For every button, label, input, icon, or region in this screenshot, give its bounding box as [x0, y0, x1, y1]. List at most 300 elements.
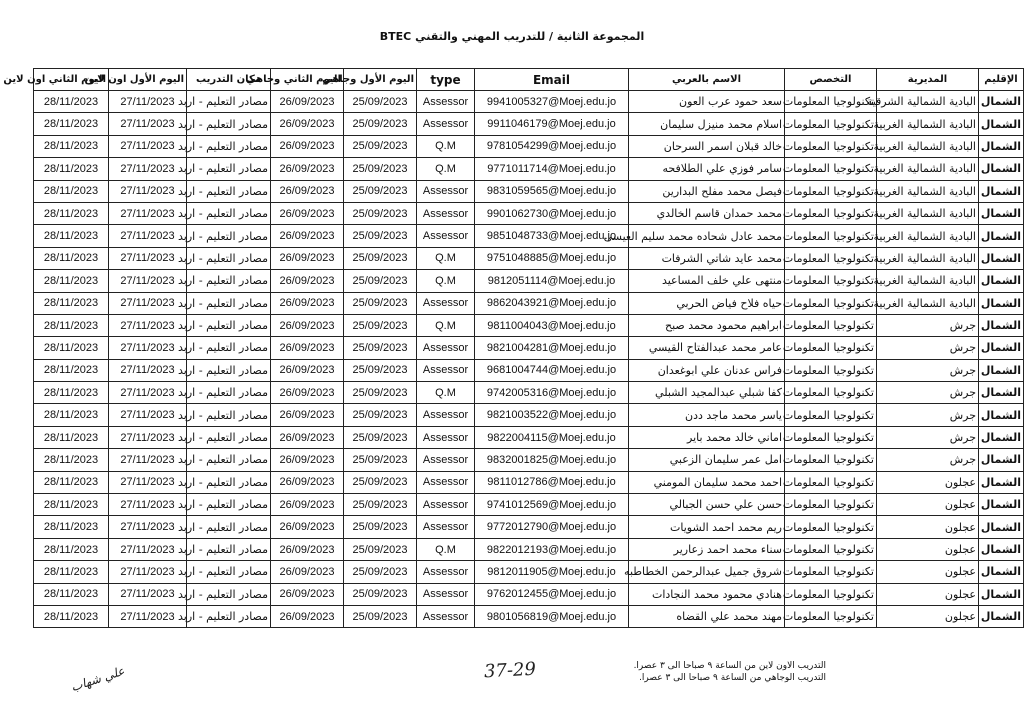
header-email: Email — [475, 69, 629, 91]
cell-name: اسلام محمد منيزل سليمان — [629, 113, 785, 135]
cell-directorate: جرش — [877, 404, 979, 426]
cell-name: منتهى علي خلف المساعيد — [629, 270, 785, 292]
cell-specialization: تكنولوجيا المعلومات — [785, 382, 877, 404]
table-row — [34, 247, 1024, 269]
cell-email: 9812011905@Moej.edu.jo — [475, 561, 629, 583]
cell-region: الشمال — [979, 91, 1024, 113]
table-row — [34, 180, 1024, 202]
cell-email: 9821003522@Moej.edu.jo — [475, 404, 629, 426]
cell-region: الشمال — [979, 426, 1024, 448]
cell-name: محمد عايد شاتي الشرفات — [629, 247, 785, 269]
cell-day2-online: 28/11/2023 — [34, 471, 109, 493]
signature: علي شهاب — [69, 663, 127, 695]
cell-type: Assessor — [417, 359, 475, 381]
cell-day2-inperson: 26/09/2023 — [271, 404, 344, 426]
cell-type: Assessor — [417, 91, 475, 113]
cell-email: 9811012786@Moej.edu.jo — [475, 471, 629, 493]
table-row — [34, 158, 1024, 180]
cell-day1-online: 27/11/2023 — [109, 404, 187, 426]
cell-type: Q.M — [417, 158, 475, 180]
table-row — [34, 382, 1024, 404]
cell-day2-online: 28/11/2023 — [34, 359, 109, 381]
cell-type: Assessor — [417, 449, 475, 471]
cell-specialization: تكنولوجيا المعلومات — [785, 270, 877, 292]
cell-training-place: مصادر التعليم - اربد — [187, 135, 271, 157]
cell-region: الشمال — [979, 516, 1024, 538]
cell-name: ريم محمد احمد الشويات — [629, 516, 785, 538]
cell-name: شروق جميل عبدالرحمن الخطاطبه — [629, 561, 785, 583]
cell-day1-online: 27/11/2023 — [109, 180, 187, 202]
cell-day1-online: 27/11/2023 — [109, 583, 187, 605]
cell-directorate: جرش — [877, 359, 979, 381]
cell-name: فراس عدنان علي ابوغعدان — [629, 359, 785, 381]
cell-training-place: مصادر التعليم - اربد — [187, 270, 271, 292]
cell-specialization: تكنولوجيا المعلومات — [785, 359, 877, 381]
table-row — [34, 113, 1024, 135]
header-day1-online: اليوم الأول اون لاين — [109, 69, 187, 91]
cell-name: محمد حمدان قاسم الخالدي — [629, 202, 785, 224]
cell-region: الشمال — [979, 404, 1024, 426]
cell-day2-inperson: 26/09/2023 — [271, 225, 344, 247]
cell-training-place: مصادر التعليم - اربد — [187, 158, 271, 180]
cell-name: حسن علي حسن الجبالي — [629, 494, 785, 516]
cell-day2-online: 28/11/2023 — [34, 561, 109, 583]
cell-type: Assessor — [417, 337, 475, 359]
table-row — [34, 605, 1024, 627]
table-row — [34, 426, 1024, 448]
cell-day1-online: 27/11/2023 — [109, 494, 187, 516]
cell-training-place: مصادر التعليم - اربد — [187, 538, 271, 560]
table-row — [34, 314, 1024, 336]
cell-email: 9911046179@Moej.edu.jo — [475, 113, 629, 135]
cell-specialization: تكنولوجيا المعلومات — [785, 449, 877, 471]
cell-day2-inperson: 26/09/2023 — [271, 91, 344, 113]
cell-training-place: مصادر التعليم - اربد — [187, 471, 271, 493]
cell-directorate: البادية الشمالية الغربية — [877, 292, 979, 314]
cell-day2-inperson: 26/09/2023 — [271, 382, 344, 404]
cell-day1-inperson: 25/09/2023 — [344, 113, 417, 135]
cell-directorate: عجلون — [877, 494, 979, 516]
cell-region: الشمال — [979, 382, 1024, 404]
cell-specialization: تكنولوجيا المعلومات — [785, 247, 877, 269]
cell-day2-online: 28/11/2023 — [34, 404, 109, 426]
header-day2-online: اليوم الثاني اون لاين — [34, 69, 109, 91]
cell-day2-inperson: 26/09/2023 — [271, 180, 344, 202]
cell-specialization: تكنولوجيا المعلومات — [785, 202, 877, 224]
cell-type: Assessor — [417, 225, 475, 247]
cell-name: فيصل محمد مفلح البدارين — [629, 180, 785, 202]
cell-directorate: عجلون — [877, 561, 979, 583]
cell-directorate: البادية الشمالية الغربية — [877, 135, 979, 157]
cell-type: Assessor — [417, 113, 475, 135]
cell-email: 9821004281@Moej.edu.jo — [475, 337, 629, 359]
trainees-table — [3, 68, 1024, 628]
cell-region: الشمال — [979, 247, 1024, 269]
cell-day1-online: 27/11/2023 — [109, 270, 187, 292]
cell-region: الشمال — [979, 113, 1024, 135]
table-row — [34, 561, 1024, 583]
cell-region: الشمال — [979, 180, 1024, 202]
cell-day2-online: 28/11/2023 — [34, 180, 109, 202]
cell-day1-inperson: 25/09/2023 — [344, 494, 417, 516]
cell-day1-inperson: 25/09/2023 — [344, 202, 417, 224]
cell-day1-inperson: 25/09/2023 — [344, 605, 417, 627]
cell-type: Assessor — [417, 516, 475, 538]
cell-training-place: مصادر التعليم - اربد — [187, 180, 271, 202]
cell-specialization: تكنولوجيا المعلومات — [785, 113, 877, 135]
note-online: التدريب الاون لاين من الساعة ٩ صباحا الى ٣ عصرا. — [633, 661, 826, 671]
cell-day2-online: 28/11/2023 — [34, 605, 109, 627]
cell-day2-online: 28/11/2023 — [34, 494, 109, 516]
cell-specialization: تكنولوجيا المعلومات — [785, 538, 877, 560]
cell-email: 9772012790@Moej.edu.jo — [475, 516, 629, 538]
cell-region: الشمال — [979, 314, 1024, 336]
cell-day1-online: 27/11/2023 — [109, 314, 187, 336]
table-row — [34, 516, 1024, 538]
cell-day1-online: 27/11/2023 — [109, 359, 187, 381]
cell-name: ياسر محمد ماجد ددن — [629, 404, 785, 426]
cell-training-place: مصادر التعليم - اربد — [187, 426, 271, 448]
cell-day2-online: 28/11/2023 — [34, 382, 109, 404]
header-training-place: مكان التدريب — [187, 69, 271, 91]
cell-type: Assessor — [417, 404, 475, 426]
cell-name: هنادي محمود محمد النجادات — [629, 583, 785, 605]
cell-day1-inperson: 25/09/2023 — [344, 538, 417, 560]
cell-day2-inperson: 26/09/2023 — [271, 337, 344, 359]
cell-email: 9801056819@Moej.edu.jo — [475, 605, 629, 627]
cell-email: 9751048885@Moej.edu.jo — [475, 247, 629, 269]
cell-day2-inperson: 26/09/2023 — [271, 583, 344, 605]
page-range: 37-29 — [483, 658, 537, 683]
cell-directorate: البادية الشمالية الشرقية — [877, 91, 979, 113]
cell-training-place: مصادر التعليم - اربد — [187, 605, 271, 627]
cell-specialization: تكنولوجيا المعلومات — [785, 225, 877, 247]
cell-day1-inperson: 25/09/2023 — [344, 449, 417, 471]
cell-directorate: عجلون — [877, 538, 979, 560]
cell-training-place: مصادر التعليم - اربد — [187, 359, 271, 381]
cell-day1-online: 27/11/2023 — [109, 449, 187, 471]
cell-region: الشمال — [979, 561, 1024, 583]
cell-type: Q.M — [417, 247, 475, 269]
cell-name: احمد محمد سليمان المومني — [629, 471, 785, 493]
cell-training-place: مصادر التعليم - اربد — [187, 314, 271, 336]
cell-specialization: تكنولوجيا المعلومات — [785, 135, 877, 157]
cell-region: الشمال — [979, 292, 1024, 314]
cell-type: Q.M — [417, 538, 475, 560]
cell-day1-online: 27/11/2023 — [109, 382, 187, 404]
cell-day2-online: 28/11/2023 — [34, 202, 109, 224]
cell-email: 9812051114@Moej.edu.jo — [475, 270, 629, 292]
cell-day2-inperson: 26/09/2023 — [271, 605, 344, 627]
cell-directorate: البادية الشمالية الغربية — [877, 225, 979, 247]
cell-specialization: تكنولوجيا المعلومات — [785, 337, 877, 359]
cell-day1-online: 27/11/2023 — [109, 426, 187, 448]
cell-email: 9771011714@Moej.edu.jo — [475, 158, 629, 180]
document-title: المجموعة الثانية / للتدريب المهني والتقني BTEC — [379, 30, 645, 43]
cell-day2-online: 28/11/2023 — [34, 314, 109, 336]
cell-day2-online: 28/11/2023 — [34, 337, 109, 359]
cell-directorate: عجلون — [877, 516, 979, 538]
cell-type: Q.M — [417, 314, 475, 336]
cell-type: Assessor — [417, 471, 475, 493]
cell-day1-online: 27/11/2023 — [109, 471, 187, 493]
cell-day2-online: 28/11/2023 — [34, 225, 109, 247]
cell-name: عامر محمد عبدالفتاح القيسي — [629, 337, 785, 359]
cell-day1-online: 27/11/2023 — [109, 605, 187, 627]
cell-day2-inperson: 26/09/2023 — [271, 426, 344, 448]
header-day2-inperson: اليوم الثاني وجاهي — [271, 69, 344, 91]
cell-day2-online: 28/11/2023 — [34, 135, 109, 157]
cell-name: كفا شبلي عبدالمجيد الشبلي — [629, 382, 785, 404]
cell-region: الشمال — [979, 135, 1024, 157]
cell-email: 9822012193@Moej.edu.jo — [475, 538, 629, 560]
cell-name: خالد قبلان اسمر السرحان — [629, 135, 785, 157]
cell-email: 9741012569@Moej.edu.jo — [475, 494, 629, 516]
cell-directorate: البادية الشمالية الغربية — [877, 180, 979, 202]
header-region: الإقليم — [979, 69, 1024, 91]
cell-specialization: تكنولوجيا المعلومات — [785, 292, 877, 314]
cell-day2-online: 28/11/2023 — [34, 538, 109, 560]
cell-day2-online: 28/11/2023 — [34, 292, 109, 314]
cell-training-place: مصادر التعليم - اربد — [187, 113, 271, 135]
cell-day1-online: 27/11/2023 — [109, 247, 187, 269]
table-row — [34, 337, 1024, 359]
cell-day2-inperson: 26/09/2023 — [271, 135, 344, 157]
cell-specialization: تكنولوجيا المعلومات — [785, 314, 877, 336]
cell-name: سامر فوزي علي الطلافحه — [629, 158, 785, 180]
cell-day1-inperson: 25/09/2023 — [344, 359, 417, 381]
table-row — [34, 91, 1024, 113]
cell-specialization: تكنولوجيا المعلومات — [785, 91, 877, 113]
cell-training-place: مصادر التعليم - اربد — [187, 583, 271, 605]
header-specialization: التخصص — [785, 69, 877, 91]
cell-day2-inperson: 26/09/2023 — [271, 359, 344, 381]
cell-email: 9762012455@Moej.edu.jo — [475, 583, 629, 605]
cell-region: الشمال — [979, 225, 1024, 247]
cell-training-place: مصادر التعليم - اربد — [187, 561, 271, 583]
cell-day1-online: 27/11/2023 — [109, 135, 187, 157]
cell-email: 9831059565@Moej.edu.jo — [475, 180, 629, 202]
cell-email: 9941005327@Moej.edu.jo — [475, 91, 629, 113]
cell-day1-inperson: 25/09/2023 — [344, 471, 417, 493]
cell-day2-inperson: 26/09/2023 — [271, 516, 344, 538]
cell-directorate: جرش — [877, 337, 979, 359]
cell-directorate: عجلون — [877, 583, 979, 605]
cell-type: Assessor — [417, 426, 475, 448]
cell-region: الشمال — [979, 337, 1024, 359]
cell-type: Assessor — [417, 583, 475, 605]
cell-region: الشمال — [979, 494, 1024, 516]
cell-day2-inperson: 26/09/2023 — [271, 538, 344, 560]
cell-region: الشمال — [979, 471, 1024, 493]
table-row — [34, 471, 1024, 493]
cell-day2-inperson: 26/09/2023 — [271, 292, 344, 314]
cell-type: Q.M — [417, 270, 475, 292]
cell-region: الشمال — [979, 270, 1024, 292]
cell-day1-inperson: 25/09/2023 — [344, 516, 417, 538]
cell-training-place: مصادر التعليم - اربد — [187, 91, 271, 113]
cell-day2-inperson: 26/09/2023 — [271, 561, 344, 583]
cell-training-place: مصادر التعليم - اربد — [187, 292, 271, 314]
table-row — [34, 404, 1024, 426]
cell-day2-online: 28/11/2023 — [34, 158, 109, 180]
cell-day2-inperson: 26/09/2023 — [271, 113, 344, 135]
cell-day2-online: 28/11/2023 — [34, 426, 109, 448]
cell-specialization: تكنولوجيا المعلومات — [785, 180, 877, 202]
cell-day1-inperson: 25/09/2023 — [344, 583, 417, 605]
cell-region: الشمال — [979, 359, 1024, 381]
cell-specialization: تكنولوجيا المعلومات — [785, 404, 877, 426]
cell-specialization: تكنولوجيا المعلومات — [785, 471, 877, 493]
cell-day2-inperson: 26/09/2023 — [271, 158, 344, 180]
table-row — [34, 225, 1024, 247]
cell-directorate: البادية الشمالية الغربية — [877, 270, 979, 292]
cell-name: سناء محمد احمد زعارير — [629, 538, 785, 560]
cell-day2-online: 28/11/2023 — [34, 91, 109, 113]
cell-day2-inperson: 26/09/2023 — [271, 247, 344, 269]
cell-region: الشمال — [979, 449, 1024, 471]
cell-day1-inperson: 25/09/2023 — [344, 135, 417, 157]
table-row — [34, 359, 1024, 381]
cell-day2-online: 28/11/2023 — [34, 516, 109, 538]
cell-specialization: تكنولوجيا المعلومات — [785, 561, 877, 583]
cell-day1-online: 27/11/2023 — [109, 225, 187, 247]
cell-day1-inperson: 25/09/2023 — [344, 292, 417, 314]
table-row — [34, 270, 1024, 292]
cell-day2-online: 28/11/2023 — [34, 247, 109, 269]
cell-specialization: تكنولوجيا المعلومات — [785, 583, 877, 605]
cell-training-place: مصادر التعليم - اربد — [187, 337, 271, 359]
table-row — [34, 202, 1024, 224]
cell-email: 9781054299@Moej.edu.jo — [475, 135, 629, 157]
cell-directorate: البادية الشمالية الغربية — [877, 158, 979, 180]
cell-day1-inperson: 25/09/2023 — [344, 404, 417, 426]
header-directorate: المديرية — [877, 69, 979, 91]
cell-email: 9901062730@Moej.edu.jo — [475, 202, 629, 224]
cell-day1-online: 27/11/2023 — [109, 91, 187, 113]
cell-training-place: مصادر التعليم - اربد — [187, 247, 271, 269]
cell-email: 9851048733@Moej.edu.jo — [475, 225, 629, 247]
cell-day2-online: 28/11/2023 — [34, 583, 109, 605]
cell-directorate: البادية الشمالية الغربية — [877, 247, 979, 269]
cell-training-place: مصادر التعليم - اربد — [187, 494, 271, 516]
header-arabic-name: الاسم بالعربي — [629, 69, 785, 91]
cell-specialization: تكنولوجيا المعلومات — [785, 426, 877, 448]
cell-day1-inperson: 25/09/2023 — [344, 314, 417, 336]
cell-type: Assessor — [417, 605, 475, 627]
cell-day1-online: 27/11/2023 — [109, 202, 187, 224]
cell-day1-inperson: 25/09/2023 — [344, 225, 417, 247]
cell-region: الشمال — [979, 605, 1024, 627]
table-row — [34, 494, 1024, 516]
cell-name: حياه فلاح فياض الحربي — [629, 292, 785, 314]
cell-day1-online: 27/11/2023 — [109, 158, 187, 180]
cell-day1-inperson: 25/09/2023 — [344, 337, 417, 359]
cell-day1-inperson: 25/09/2023 — [344, 247, 417, 269]
cell-name: اماني خالد محمد باير — [629, 426, 785, 448]
cell-day2-inperson: 26/09/2023 — [271, 270, 344, 292]
cell-region: الشمال — [979, 158, 1024, 180]
cell-name: مهند محمد علي القضاه — [629, 605, 785, 627]
cell-training-place: مصادر التعليم - اربد — [187, 516, 271, 538]
cell-type: Assessor — [417, 561, 475, 583]
table-header-row — [34, 69, 1024, 91]
cell-type: Q.M — [417, 135, 475, 157]
table-row — [34, 449, 1024, 471]
cell-email: 9832001825@Moej.edu.jo — [475, 449, 629, 471]
cell-day1-inperson: 25/09/2023 — [344, 180, 417, 202]
cell-specialization: تكنولوجيا المعلومات — [785, 516, 877, 538]
cell-directorate: جرش — [877, 449, 979, 471]
cell-directorate: البادية الشمالية الغربية — [877, 202, 979, 224]
cell-region: الشمال — [979, 202, 1024, 224]
cell-day1-online: 27/11/2023 — [109, 337, 187, 359]
cell-day1-inperson: 25/09/2023 — [344, 270, 417, 292]
cell-day1-inperson: 25/09/2023 — [344, 158, 417, 180]
cell-day1-online: 27/11/2023 — [109, 516, 187, 538]
cell-name: محمد عادل شحاده محمد سليم العيسى — [629, 225, 785, 247]
cell-specialization: تكنولوجيا المعلومات — [785, 605, 877, 627]
cell-type: Assessor — [417, 180, 475, 202]
cell-day2-online: 28/11/2023 — [34, 113, 109, 135]
header-type: type — [417, 69, 475, 91]
cell-training-place: مصادر التعليم - اربد — [187, 202, 271, 224]
footer-notes — [634, 660, 826, 684]
cell-training-place: مصادر التعليم - اربد — [187, 449, 271, 471]
cell-type: Assessor — [417, 292, 475, 314]
cell-day2-online: 28/11/2023 — [34, 270, 109, 292]
cell-region: الشمال — [979, 538, 1024, 560]
note-inperson: التدريب الوجاهي من الساعة ٩ صباحا الى ٣ عصرا. — [639, 673, 826, 683]
cell-training-place: مصادر التعليم - اربد — [187, 225, 271, 247]
cell-day1-online: 27/11/2023 — [109, 292, 187, 314]
table-row — [34, 292, 1024, 314]
cell-email: 9811004043@Moej.edu.jo — [475, 314, 629, 336]
cell-day2-inperson: 26/09/2023 — [271, 449, 344, 471]
cell-name: ابراهيم محمود محمد صبح — [629, 314, 785, 336]
cell-email: 9742005316@Moej.edu.jo — [475, 382, 629, 404]
cell-day1-inperson: 25/09/2023 — [344, 561, 417, 583]
header-day1-inperson: اليوم الأول وجاهي — [344, 69, 417, 91]
cell-day2-inperson: 26/09/2023 — [271, 202, 344, 224]
cell-directorate: جرش — [877, 382, 979, 404]
cell-day1-inperson: 25/09/2023 — [344, 426, 417, 448]
cell-specialization: تكنولوجيا المعلومات — [785, 158, 877, 180]
cell-name: امل عمر سليمان الزعبي — [629, 449, 785, 471]
cell-region: الشمال — [979, 583, 1024, 605]
cell-day2-online: 28/11/2023 — [34, 449, 109, 471]
cell-type: Assessor — [417, 494, 475, 516]
cell-directorate: عجلون — [877, 605, 979, 627]
cell-name: سعد حمود عرب العون — [629, 91, 785, 113]
table-row — [34, 135, 1024, 157]
cell-day1-online: 27/11/2023 — [109, 538, 187, 560]
table-row — [34, 583, 1024, 605]
cell-email: 9822004115@Moej.edu.jo — [475, 426, 629, 448]
cell-day2-inperson: 26/09/2023 — [271, 494, 344, 516]
cell-email: 9862043921@Moej.edu.jo — [475, 292, 629, 314]
cell-directorate: جرش — [877, 426, 979, 448]
cell-specialization: تكنولوجيا المعلومات — [785, 494, 877, 516]
cell-type: Q.M — [417, 382, 475, 404]
cell-day1-online: 27/11/2023 — [109, 561, 187, 583]
cell-day1-online: 27/11/2023 — [109, 113, 187, 135]
cell-directorate: جرش — [877, 314, 979, 336]
cell-email: 9681004744@Moej.edu.jo — [475, 359, 629, 381]
cell-type: Assessor — [417, 202, 475, 224]
cell-training-place: مصادر التعليم - اربد — [187, 382, 271, 404]
cell-directorate: البادية الشمالية الغربية — [877, 113, 979, 135]
